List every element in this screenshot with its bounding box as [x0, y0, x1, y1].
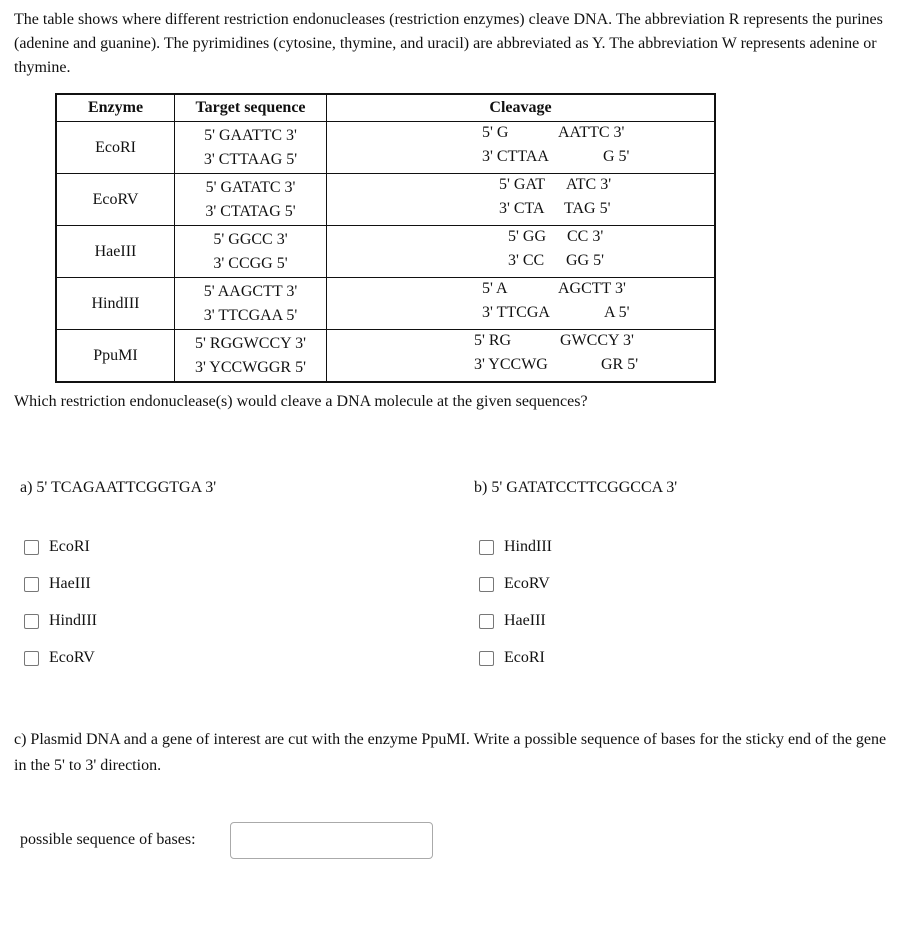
checkbox[interactable] [479, 540, 494, 555]
cleave-top-right: AGCTT 3' [558, 280, 626, 297]
cleave-bottom-right: A 5' [604, 304, 630, 321]
table-row [56, 330, 715, 383]
cleave-top-left: 5' G [482, 124, 509, 141]
enzyme-name: EcoRV [56, 174, 175, 226]
cleave-top-right: ATC 3' [566, 176, 612, 193]
target-sequence [175, 330, 327, 383]
cleave-bottom-right: GG 5' [566, 252, 604, 269]
option-label: EcoRI [504, 649, 545, 666]
cleave-bottom-left: 3' CTA [499, 200, 545, 217]
question-text: Which restriction endonuclease(s) would cleave a DNA molecule at the given sequences? [14, 393, 588, 410]
option-label: EcoRV [49, 649, 95, 666]
checkbox[interactable] [479, 614, 494, 629]
enzyme-name: HaeIII [56, 226, 175, 278]
cleave-top-right: GWCCY 3' [560, 332, 634, 349]
cleave-top-right: CC 3' [567, 228, 604, 245]
table-row [56, 122, 715, 174]
checkbox[interactable] [24, 577, 39, 592]
cleave-top-left: 5' A [482, 280, 508, 297]
cleave-bottom-right: TAG 5' [564, 200, 611, 217]
option-label: HindIII [504, 538, 552, 555]
target-bottom-strand: 3' CTTAAG 5' [203, 150, 298, 168]
target-sequence [175, 122, 327, 174]
cleave-top-left: 5' RG [474, 332, 512, 349]
checkbox[interactable] [24, 614, 39, 629]
target-sequence [175, 278, 327, 330]
cleave-bottom-right: GR 5' [601, 356, 639, 373]
header-cleavage: Cleavage [327, 94, 716, 122]
part-b-label: b) 5' GATATCCTTCGGCCA 3' [474, 479, 678, 496]
cleave-bottom-left: 3' CC [508, 252, 545, 269]
part-a-label: a) 5' TCAGAATTCGGTGA 3' [20, 479, 217, 496]
cleave-top-left: 5' GG [508, 228, 546, 245]
cleave-bottom-left: 3' CTTAA [482, 148, 549, 165]
part-c-text: c) Plasmid DNA and a gene of interest are cut with the enzyme PpuMI. Write a possible sequence of bases for the sticky end of the gene in the 5' to 3' direction. [14, 731, 887, 774]
table-row [56, 174, 715, 226]
cleavage [327, 330, 716, 383]
target-bottom-strand: 3' CCGG 5' [213, 254, 288, 272]
target-top-strand: 5' RGGWCCY 3' [195, 334, 306, 352]
header-enzyme: Enzyme [56, 94, 175, 122]
target-sequence [175, 226, 327, 278]
cleavage [327, 278, 716, 330]
option-label: HindIII [49, 612, 97, 629]
header-target: Target sequence [175, 94, 327, 122]
target-bottom-strand: 3' YCCWGGR 5' [195, 358, 306, 376]
cleave-bottom-left: 3' YCCWG [474, 356, 548, 373]
cleavage [327, 174, 716, 226]
target-sequence [175, 174, 327, 226]
checkbox[interactable] [24, 540, 39, 555]
cleave-top-right: AATTC 3' [558, 124, 625, 141]
option-label: HaeIII [504, 612, 546, 629]
sequence-input[interactable] [230, 822, 433, 859]
cleave-bottom-right: G 5' [603, 148, 630, 165]
option-label: EcoRI [49, 538, 90, 555]
checkbox[interactable] [24, 651, 39, 666]
enzyme-name: HindIII [56, 278, 175, 330]
checkbox[interactable] [479, 651, 494, 666]
enzyme-name: EcoRI [56, 122, 175, 174]
target-top-strand: 5' GAATTC 3' [204, 126, 297, 144]
target-bottom-strand: 3' CTATAG 5' [205, 202, 296, 220]
cleave-bottom-left: 3' TTCGA [482, 304, 550, 321]
target-top-strand: 5' GGCC 3' [213, 230, 288, 248]
cleavage [327, 122, 716, 174]
enzyme-table [55, 93, 716, 383]
sequence-input-label: possible sequence of bases: [20, 831, 196, 848]
option-label: EcoRV [504, 575, 550, 592]
checkbox[interactable] [479, 577, 494, 592]
cleavage [327, 226, 716, 278]
target-top-strand: 5' AAGCTT 3' [203, 282, 298, 300]
enzyme-name: PpuMI [56, 330, 175, 383]
intro-text: The table shows where different restriction endonucleases (restriction enzymes) cleave DNA. The abbreviation R represents the purines (adenine and guanine). The pyrimidines (cytosine, thymine, and uracil) are abbreviated as Y. The abbreviation W represents adenine or thymine. [14, 11, 883, 76]
option-label: HaeIII [49, 575, 91, 592]
cleave-top-left: 5' GAT [499, 176, 545, 193]
table-row [56, 278, 715, 330]
target-top-strand: 5' GATATC 3' [205, 178, 296, 196]
table-row [56, 226, 715, 278]
target-bottom-strand: 3' TTCGAA 5' [203, 306, 298, 324]
